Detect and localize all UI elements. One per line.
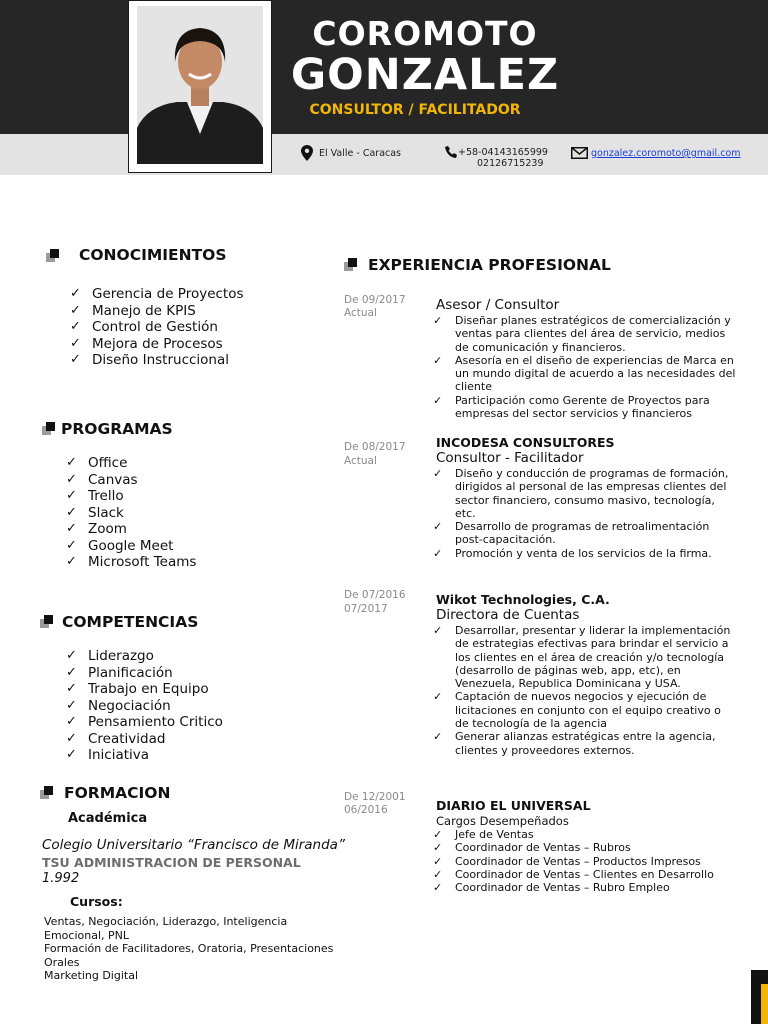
cursos-label: Cursos: [70, 894, 123, 909]
list-item: ✓ Generar alianzas estratégicas entre la agencia, clientes y proveedores externos. [433, 730, 716, 757]
check-icon: ✓ [433, 546, 443, 560]
list-item: ✓ Manejo de KPIS [70, 302, 196, 319]
check-icon: ✓ [433, 730, 443, 744]
section-squares-icon [40, 786, 54, 800]
list-item: ✓ Participación como Gerente de Proyectos para empresas del sector servicios y financieros [433, 393, 710, 421]
corner-accent [761, 984, 768, 1024]
check-icon: ✓ [66, 521, 77, 536]
check-icon: ✓ [66, 471, 77, 487]
school-name: Colegio Universitario “Francisco de Miranda” [42, 837, 345, 853]
list-item: ✓ Coordinador de Ventas – Productos Impresos [433, 854, 701, 868]
check-icon: ✓ [66, 747, 77, 762]
list-item: ✓ Desarrollar, presentar y liderar la implementación de estrategias efectivas para brindar el servicio a los clientes en el área de creación y/o tecnología (desarrollo de páginas web, app, etc), en Venezuela, Republica Dominicana y USA. [433, 624, 731, 691]
check-icon: ✓ [70, 335, 81, 351]
list-item: ✓ Asesoría en el diseño de experiencias de Marca en un mundo digital de acuerdo a las necesidades del cliente [433, 353, 736, 394]
mail-icon [571, 147, 588, 159]
job-date-to: 06/2016 [344, 804, 388, 816]
job-role: Asesor / Consultor [436, 297, 560, 313]
job-bullets [433, 314, 737, 421]
list-item: ✓ Liderazgo [66, 648, 154, 664]
check-icon: ✓ [66, 554, 77, 569]
check-icon: ✓ [433, 881, 443, 895]
check-icon: ✓ [433, 624, 443, 637]
job-date-to: Actual [344, 307, 377, 319]
list-item: ✓ Diseño y conducción de programas de formación, dirigidos al personal de las empresas clientes del sector financiero, consumo masivo, tecnología, etc. [433, 467, 729, 520]
job-company: INCODESA CONSULTORES [436, 435, 615, 450]
check-icon: ✓ [66, 730, 77, 746]
location-text: El Valle - Caracas [319, 148, 402, 159]
list-item: ✓ Slack [66, 504, 124, 521]
check-icon: ✓ [66, 714, 77, 729]
degree-year: 1.992 [42, 871, 80, 886]
job-role: CONSULTOR / FACILITADOR [309, 102, 521, 118]
check-icon: ✓ [66, 648, 77, 663]
list-item: ✓ Captación de nuevos negocios y ejecución de licitaciones en conjunto con el equipo creativo o de tecnología de la agencia [433, 690, 721, 731]
course-item: Ventas, Negociación, Liderazgo, Inteligencia Emocional, PNL [44, 915, 288, 942]
list-item: ✓ Diseñar planes estratégicos de comercialización y ventas para clientes del área de servicio, medios de comunicación y financieros. [433, 314, 731, 354]
job-date-from: De 07/2016 [344, 589, 406, 601]
job-company: DIARIO EL UNIVERSAL [436, 798, 591, 813]
job-bullets [433, 828, 737, 895]
list-item: ✓ Planificación [66, 664, 173, 681]
section-title-experiencia: EXPERIENCIA PROFESIONAL [368, 256, 611, 274]
check-icon: ✓ [433, 353, 443, 367]
phone-primary: +58-04143165999 [458, 147, 548, 158]
section-squares-icon [42, 422, 56, 436]
check-icon: ✓ [66, 664, 77, 680]
list-item: ✓ Microsoft Teams [66, 554, 197, 570]
job-date-from: De 09/2017 [344, 294, 406, 306]
last-name: GONZALEZ [290, 50, 560, 100]
check-icon: ✓ [66, 455, 77, 470]
list-item: ✓ Desarrollo de programas de retroalimentación post-capacitación. [433, 520, 710, 547]
programas-list [66, 455, 197, 571]
list-item: ✓ Iniciativa [66, 747, 150, 763]
section-title-formacion: FORMACION [64, 784, 171, 802]
job-bullets [433, 467, 737, 560]
check-icon: ✓ [70, 286, 81, 301]
list-item: ✓ Trello [66, 488, 124, 504]
list-item: ✓ Diseño Instruccional [70, 352, 229, 368]
academica-label: Académica [68, 811, 148, 826]
competencias-list [66, 648, 223, 764]
list-item: ✓ Jefe de Ventas [433, 828, 534, 841]
check-icon: ✓ [70, 302, 81, 318]
check-icon: ✓ [66, 488, 77, 503]
check-icon: ✓ [433, 393, 443, 407]
check-icon: ✓ [66, 681, 77, 696]
list-item: ✓ Coordinador de Ventas – Rubros [433, 841, 631, 855]
list-item: ✓ Creatividad [66, 730, 166, 747]
section-title-programas: PROGRAMAS [61, 420, 173, 438]
list-item: ✓ Negociación [66, 697, 171, 714]
first-name: COROMOTO [312, 14, 538, 53]
list-item: ✓ Zoom [66, 521, 127, 537]
job-date-from: De 08/2017 [344, 441, 406, 453]
section-title-conocimientos: CONOCIMIENTOS [79, 246, 227, 264]
check-icon: ✓ [433, 520, 443, 534]
section-squares-icon [40, 615, 54, 629]
conocimientos-list [70, 286, 244, 369]
job-bullets [433, 624, 737, 757]
job-date-to: 07/2017 [344, 603, 388, 615]
phone-secondary: 02126715239 [477, 158, 544, 169]
check-icon: ✓ [66, 697, 77, 713]
check-icon: ✓ [66, 537, 77, 553]
section-squares-icon [344, 258, 358, 272]
list-item: ✓ Control de Gestión [70, 319, 218, 335]
email-link[interactable]: gonzalez.coromoto@gmail.com [591, 148, 741, 159]
check-icon: ✓ [433, 314, 443, 327]
profile-photo [137, 6, 263, 164]
check-icon: ✓ [433, 828, 443, 841]
list-item: ✓ Trabajo en Equipo [66, 681, 209, 697]
job-date-from: De 12/2001 [344, 791, 406, 803]
job-role: Cargos Desempeñados [436, 814, 569, 828]
check-icon: ✓ [70, 352, 81, 367]
job-role: Directora de Cuentas [436, 607, 580, 623]
job-role: Consultor - Facilitador [436, 450, 584, 466]
list-item: ✓ Office [66, 455, 128, 471]
check-icon: ✓ [66, 504, 77, 520]
check-icon: ✓ [70, 319, 81, 334]
list-item: ✓ Pensamiento Critico [66, 714, 223, 730]
list-item: ✓ Coordinador de Ventas – Clientes en Desarrollo [433, 867, 714, 881]
check-icon: ✓ [433, 467, 443, 480]
course-item: Formación de Facilitadores, Oratoria, Presentaciones Orales [44, 942, 334, 969]
check-icon: ✓ [433, 867, 443, 881]
phone-icon [444, 146, 458, 158]
list-item: ✓ Coordinador de Ventas – Rubro Empleo [433, 881, 670, 895]
cursos-list [44, 915, 344, 983]
list-item: ✓ Mejora de Procesos [70, 335, 223, 352]
degree-name: TSU ADMINISTRACION DE PERSONAL [42, 855, 301, 870]
location-pin-icon [301, 145, 313, 161]
list-item: ✓ Canvas [66, 471, 138, 488]
list-item: ✓ Google Meet [66, 537, 174, 554]
check-icon: ✓ [433, 854, 443, 868]
course-item: Marketing Digital [44, 969, 138, 982]
check-icon: ✓ [433, 841, 443, 855]
section-title-competencias: COMPETENCIAS [62, 613, 199, 631]
section-squares-icon [46, 249, 60, 263]
list-item: ✓ Promoción y venta de los servicios de la firma. [433, 546, 712, 560]
job-date-to: Actual [344, 455, 377, 467]
job-company: Wikot Technologies, C.A. [436, 592, 610, 607]
check-icon: ✓ [433, 690, 443, 704]
list-item: ✓ Gerencia de Proyectos [70, 286, 244, 302]
